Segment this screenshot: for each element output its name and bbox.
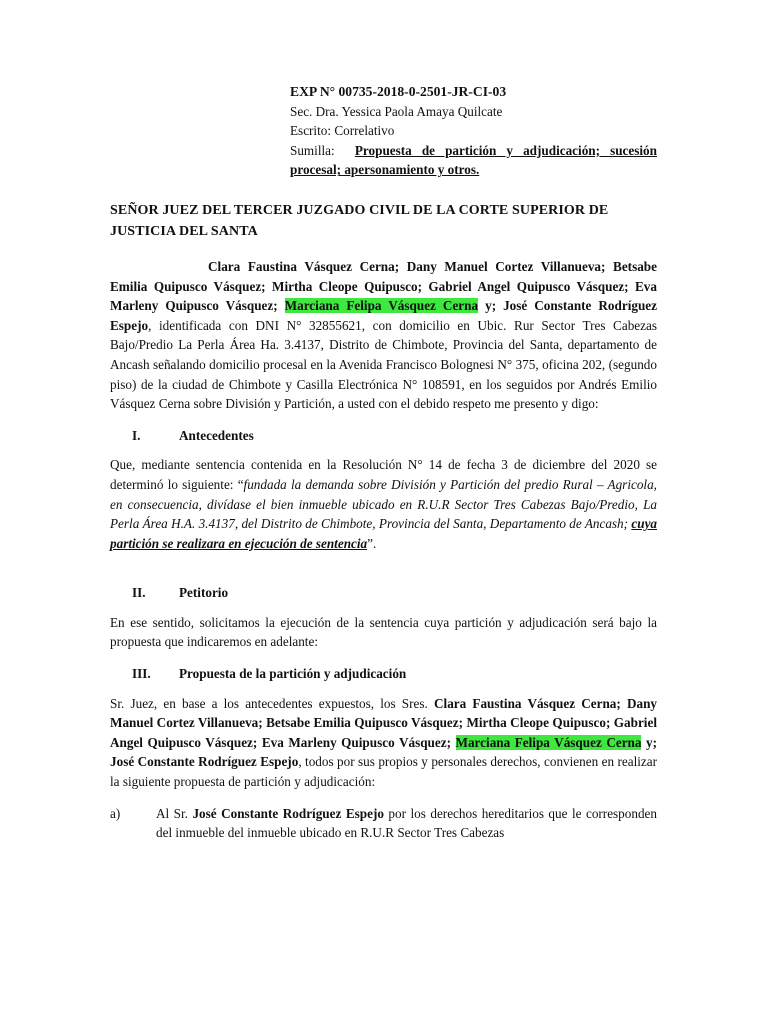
secretary-line: Sec. Dra. Yessica Paola Amaya Quilcate <box>290 103 503 119</box>
case-number: EXP N° 00735-2018-0-2501-JR-CI-03 <box>290 84 507 99</box>
propuesta-paragraph <box>110 694 657 792</box>
list-marker: a) <box>110 805 121 821</box>
list-rest: por los derechos hereditarios que le corresponden del inmueble del inmueble ubicado en R.U.R Sector Tres Cabezas <box>156 805 657 841</box>
intro-names-2: y; José Constante Rodríguez Espejo <box>110 298 658 333</box>
petitorio-paragraph: En ese sentido, solicitamos la ejecución de la sentencia cuya partición y adjudicación será bajo la propuesta que indicaremos en adelante: <box>110 614 657 650</box>
section-title: Antecedentes <box>179 427 254 443</box>
propuesta-lead: Sr. Juez, en base a los antecedentes expuestos, los Sres. <box>110 695 428 711</box>
antecedentes-quote: fundada la demanda sobre División y Partición del predio Rural – Agricola, en consecuencia, divídase el bien inmueble ubicado en R.U.R Sector Tres Cabezas Bajo/Predio, La Perla Área H.A. 3.4137, del Distrito de Chimbote, Provincia del Santa, Departamento de Ancash; <box>110 476 657 532</box>
document-type-line: Escrito: Correlativo <box>290 123 395 139</box>
intro-highlighted-name: Marciana Felipa Vásquez Cerna <box>284 298 479 314</box>
section-number: I. <box>132 427 141 443</box>
list-item <box>110 804 657 843</box>
antecedentes-quote-underlined: cuya partición se realizara en ejecución de sentencia <box>110 516 658 551</box>
section-heading-petitorio <box>110 583 657 603</box>
intro-paragraph <box>110 257 657 414</box>
section-heading-antecedentes <box>110 426 657 446</box>
intro-rest: , identificada con DNI N° 32855621, con domicilio en Ubic. Rur Sector Tres Cabezas Bajo/Predio La Perla Área Ha. 3.4137, Distrito de Chimbote, Provincia del Santa, departamento de Ancash señalando domicilio procesal en la Avenida Francisco Bolognesi N° 375, oficina 202, (segundo piso) de la ciudad de Chimbote y Casilla Electrónica N° 108591, en los seguidos por Andrés Emilio Vásquez Cerna sobre División y Partición, a usted con el debido respeto me presento y digo: <box>110 317 657 412</box>
propuesta-rest: , todos por sus propios y personales derechos, convienen en realizar la siguiente propuesta de partición y adjudicación: <box>110 754 658 790</box>
section-number: II. <box>132 585 146 601</box>
list-text <box>156 804 657 843</box>
list-bold-name: José Constante Rodríguez Espejo <box>192 805 384 821</box>
section-number: III. <box>132 666 151 682</box>
section-heading-propuesta <box>110 664 657 684</box>
propuesta-names: Clara Faustina Vásquez Cerna; Dany Manuel Cortez Villanueva; Betsabe Emilia Quipusco Vásquez; Mirtha Cleope Quipusco; Gabriel Angel Quipusco Vásquez; Eva Marleny Quipusco Vásquez; <box>110 695 658 750</box>
list-lead: Al Sr. <box>156 805 188 821</box>
court-addressee: SEÑOR JUEZ DEL TERCER JUZGADO CIVIL DE LA CORTE SUPERIOR DE JUSTICIA DEL SANTA <box>110 202 609 239</box>
summary-label: Sumilla: <box>290 142 335 158</box>
intro-names: Clara Faustina Vásquez Cerna; Dany Manuel Cortez Villanueva; Betsabe Emilia Quipusco Vásquez; Mirtha Cleope Quipusco; Gabriel Angel Quipusco Vásquez; Eva Marleny Quipusco Vásquez; <box>110 258 657 314</box>
section-title: Petitorio <box>179 585 229 601</box>
document-page <box>110 82 657 843</box>
antecedentes-lead: Que, mediante sentencia contenida en la Resolución N° 14 de fecha 3 de diciembre del 2020 se determinó lo siguiente: “ <box>110 457 657 492</box>
summary-line <box>290 141 657 180</box>
section-title: Propuesta de la partición y adjudicación <box>179 666 407 682</box>
propuesta-names-2: y; José Constante Rodríguez Espejo <box>110 734 658 770</box>
case-header <box>290 82 657 180</box>
propuesta-highlighted-name: Marciana Felipa Vásquez Cerna <box>455 734 642 750</box>
antecedentes-paragraph <box>110 455 657 553</box>
antecedentes-close: ”. <box>367 535 377 551</box>
summary-text: Propuesta de partición y adjudicación; sucesión procesal; apersonamiento y otros. <box>290 142 657 178</box>
